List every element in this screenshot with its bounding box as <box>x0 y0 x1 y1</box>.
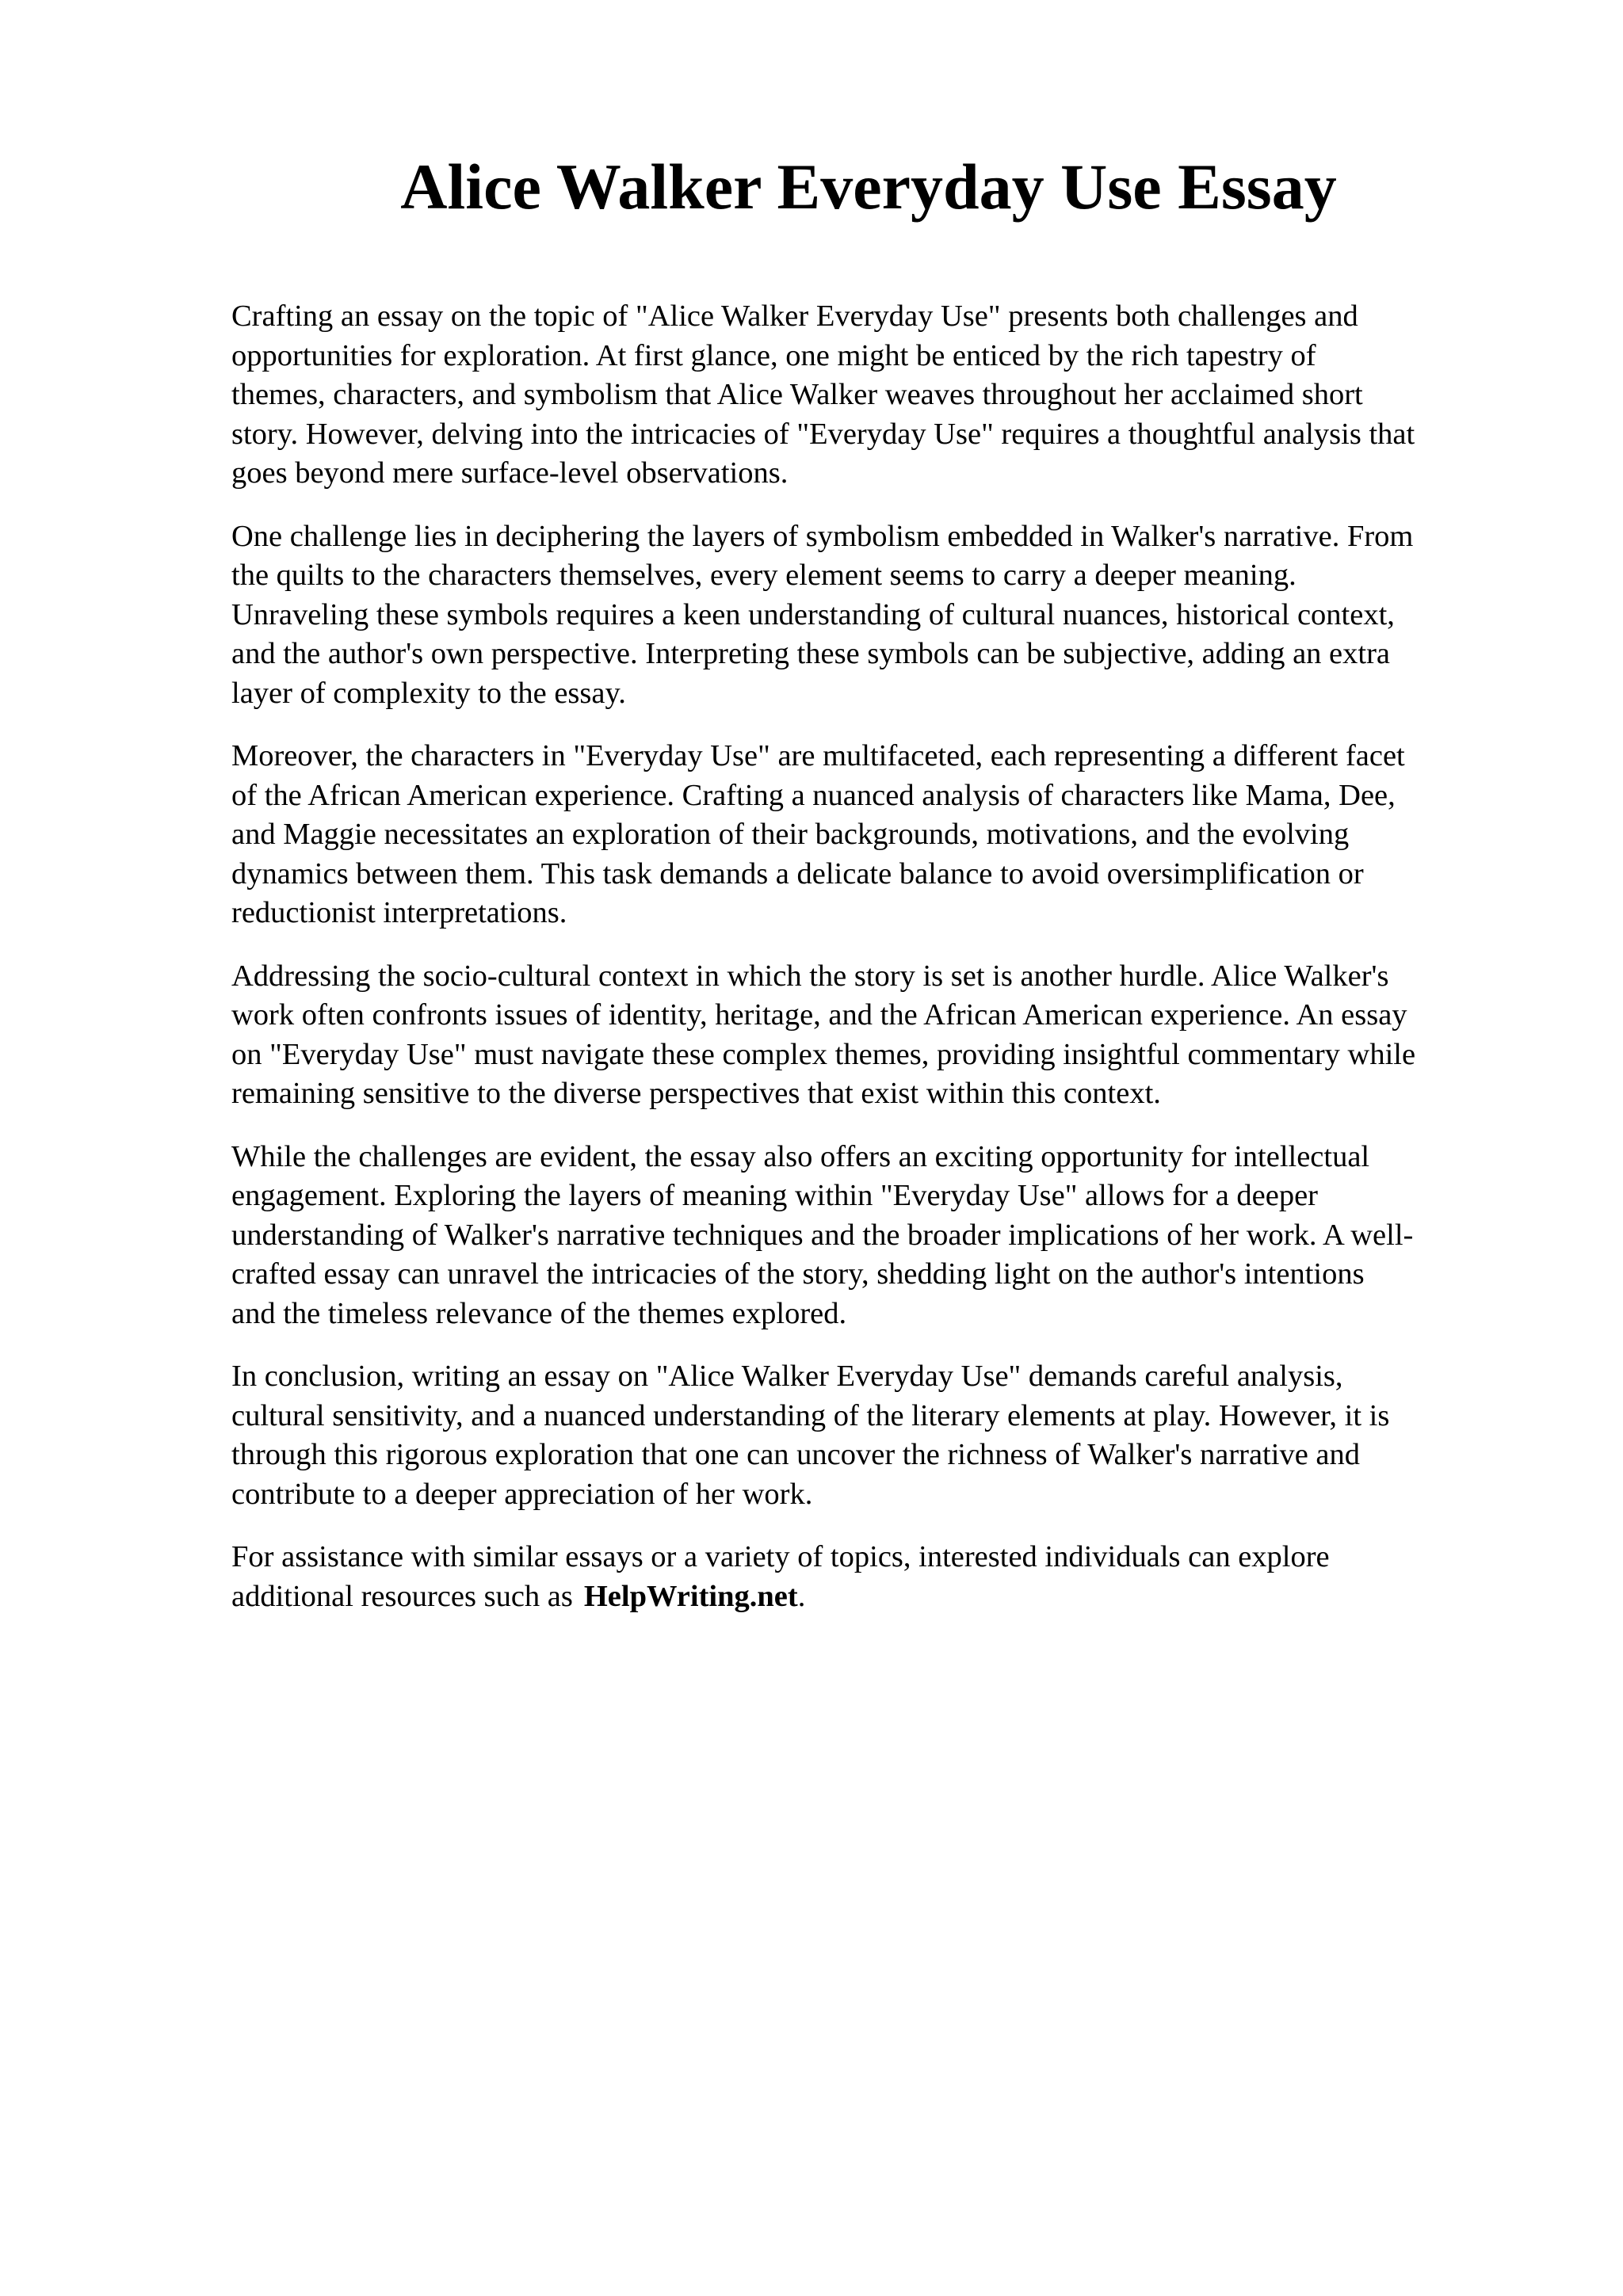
paragraph-line <box>231 1577 1515 1617</box>
essay-body <box>231 297 1515 1640</box>
paragraph-line: Moreover, the characters in "Everyday Use" are multifaceted, each representing a different facet <box>231 739 1405 772</box>
paragraph-2 <box>231 517 1515 714</box>
paragraph-line: of the African American experience. Crafting a nuanced analysis of characters like Mama, Dee, <box>231 778 1396 812</box>
paragraph-line: dynamics between them. This task demands a delicate balance to avoid oversimplification or <box>231 856 1364 891</box>
paragraph-line: understanding of Walker's narrative techniques and the broader implications of her work. A well- <box>231 1218 1414 1252</box>
paragraph-5 <box>231 1138 1515 1334</box>
closing-paragraph <box>231 1538 1515 1616</box>
paragraph-line: remaining sensitive to the diverse perspectives that exist within this context. <box>231 1077 1161 1110</box>
paragraph-6 <box>231 1357 1515 1514</box>
paragraph-line: work often confronts issues of identity, heritage, and the African American experience. An essay <box>231 998 1407 1032</box>
paragraph-line: opportunities for exploration. At first glance, one might be enticed by the rich tapestry of <box>231 338 1316 372</box>
paragraph-line: on "Everyday Use" must navigate these complex themes, providing insightful commentary while <box>231 1037 1416 1071</box>
paragraph-line: and the author's own perspective. Interpreting these symbols can be subjective, adding an extra <box>231 637 1390 670</box>
paragraph-4 <box>231 957 1515 1114</box>
helpwriting-link[interactable]: HelpWriting.net <box>583 1579 798 1613</box>
paragraph-line: story. However, delving into the intricacies of "Everyday Use" requires a thoughtful analysis that <box>231 417 1415 451</box>
closing-prefix: additional resources such as <box>231 1579 573 1613</box>
paragraph-line: cultural sensitivity, and a nuanced understanding of the literary elements at play. However, it is <box>231 1398 1390 1432</box>
paragraph-line: layer of complexity to the essay. <box>231 676 626 710</box>
paragraph-line: and Maggie necessitates an exploration of their backgrounds, motivations, and the evolving <box>231 818 1350 851</box>
paragraph-line: engagement. Exploring the layers of meaning within "Everyday Use" allows for a deeper <box>231 1179 1318 1212</box>
paragraph-line: reductionist interpretations. <box>231 896 567 929</box>
paragraph-line: through this rigorous exploration that one can uncover the richness of Walker's narrative and <box>231 1438 1360 1471</box>
paragraph-line: themes, characters, and symbolism that Alice Walker weaves throughout her acclaimed short <box>231 378 1363 411</box>
paragraph-line: While the challenges are evident, the essay also offers an exciting opportunity for intellectual <box>231 1139 1370 1173</box>
paragraph-3 <box>231 737 1515 933</box>
paragraph-line: One challenge lies in deciphering the layers of symbolism embedded in Walker's narrative. From <box>231 519 1414 553</box>
paragraph-line: contribute to a deeper appreciation of her work. <box>231 1477 813 1511</box>
paragraph-line: Unraveling these symbols requires a keen understanding of cultural nuances, historical context, <box>231 597 1395 631</box>
paragraph-line: crafted essay can unravel the intricacies of the story, shedding light on the author's intentions <box>231 1257 1365 1291</box>
paragraph-line: Crafting an essay on the topic of "Alice Walker Everyday Use" presents both challenges and <box>231 299 1358 333</box>
paragraph-line: Addressing the socio-cultural context in which the story is set is another hurdle. Alice Walker's <box>231 959 1389 993</box>
paragraph-line: goes beyond mere surface-level observations. <box>231 456 789 490</box>
paragraph-line: In conclusion, writing an essay on "Alice Walker Everyday Use" demands careful analysis, <box>231 1360 1343 1393</box>
paragraph-line: the quilts to the characters themselves, every element seems to carry a deeper meaning. <box>231 559 1296 592</box>
paragraph-1 <box>231 297 1515 494</box>
page-title: Alice Walker Everyday Use Essay <box>400 151 1337 223</box>
paragraph-line: For assistance with similar essays or a variety of topics, interested individuals can explore <box>231 1540 1330 1573</box>
closing-suffix: . <box>797 1579 806 1613</box>
paragraph-line: and the timeless relevance of the themes explored. <box>231 1296 847 1330</box>
